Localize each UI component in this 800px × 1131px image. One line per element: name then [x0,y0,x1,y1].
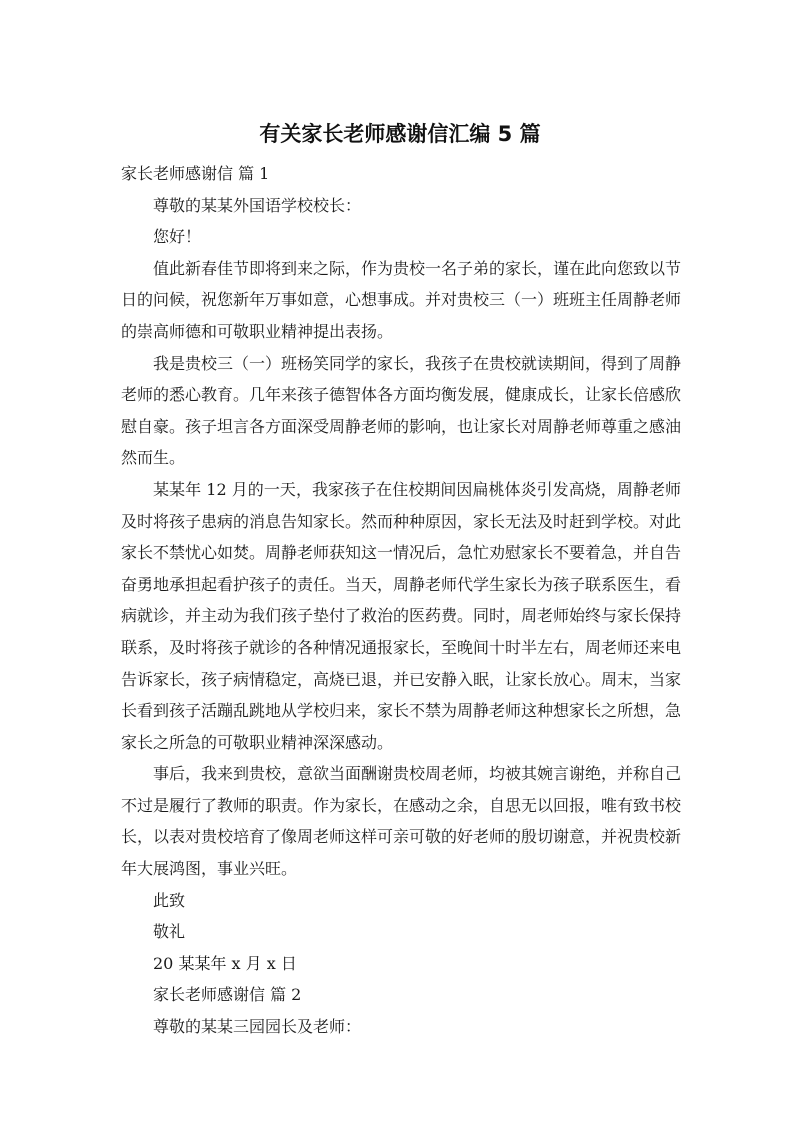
section-heading-2: 家长老师感谢信 篇 2 [153,985,302,1005]
section-heading-1: 家长老师感谢信 篇 1 [121,164,270,183]
paragraph: 事后，我来到贵校，意欲当面酬谢贵校周老师，均被其婉言谢绝，并称自己不过是履行了教师的职责。作为家长，在感动之余，自思无以回报，唯有致书校长，以表对贵校培育了像周老师这样可亲可敬的好老师的殷切谢意，并祝贵校新年大展鸿图，事业兴旺。 [121,764,682,879]
letter-date: 20 某某年 x 月 x 日 [153,953,297,973]
closing-line: 此致 [153,890,186,910]
paragraph: 某某年 12 月的一天，我家孩子在住校期间因扁桃体炎引发高烧，周静老师及时将孩子患病的消息告知家长。然而种种原因，家长无法及时赶到学校。对此家长不禁忧心如焚。周静老师获知这一情况后，急忙劝慰家长不要着急，并自告奋勇地承担起看护孩子的责任。当天，周静老师代学生家长为孩子联系医生，看病就诊，并主动为我们孩子垫付了救治的医药费。同时，周老师始终与家长保持联系，及时将孩子就诊的各种情况通报家长，至晚间十时半左右，周老师还来电告诉家长，孩子病情稳定，高烧已退，并已安静入眠，让家长放心。周末，当家长看到孩子活蹦乱跳地从学校归来，家长不禁为周静老师这种想家长之所想，急家长之所急的可敬职业精神深深感动。 [121,479,682,752]
greeting: 您好！ [153,227,202,247]
document-body [121,158,681,1043]
closing-regards: 敬礼 [153,922,186,942]
document-title: 有关家长老师感谢信汇编 5 篇 [259,122,541,146]
salutation: 尊敬的某某三园园长及老师： [153,1017,362,1037]
paragraph: 我是贵校三（一）班杨笑同学的家长，我孩子在贵校就读期间，得到了周静老师的悉心教育。几年来孩子德智体各方面均衡发展，健康成长，让家长倍感欣慰自豪。孩子坦言各方面深受周静老师的影响，也让家长对周静老师尊重之感油然而生。 [121,353,682,468]
salutation: 尊敬的某某外国语学校校长： [153,195,362,215]
paragraph: 值此新春佳节即将到来之际，作为贵校一名子弟的家长，谨在此向您致以节日的问候，祝您新年万事如意，心想事成。并对贵校三（一）班班主任周静老师的崇高师德和可敬职业精神提出表扬。 [121,258,682,341]
